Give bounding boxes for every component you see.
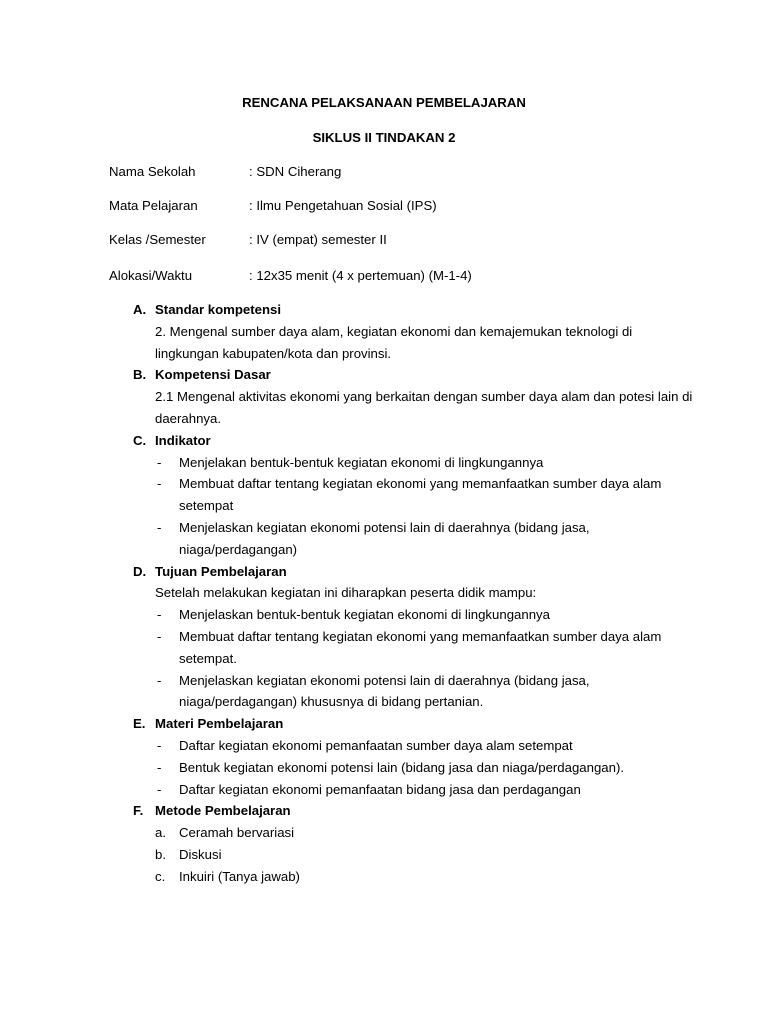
info-value: : IV (empat) semester II	[249, 232, 387, 247]
section-title: Kompetensi Dasar	[155, 367, 271, 383]
list-item-text: Daftar kegiatan ekonomi pemanfaatan bidang jasa dan perdagangan	[179, 781, 581, 797]
info-label: Alokasi/Waktu	[109, 268, 193, 283]
list-item	[133, 626, 693, 670]
list-marker: b.	[155, 846, 166, 862]
list-item	[133, 822, 693, 844]
section-letter: A.	[133, 302, 147, 317]
list-item	[133, 735, 693, 757]
section-heading-b	[133, 364, 693, 386]
info-label: Kelas /Semester	[109, 232, 206, 247]
bullet-dash: -	[157, 737, 162, 753]
list-item-text: Membuat daftar tentang kegiatan ekonomi yang memanfaatkan sumber daya alam setempat	[179, 476, 662, 514]
section-title: Materi Pembelajaran	[155, 716, 284, 732]
list-item	[133, 779, 693, 801]
section-title: Tujuan Pembelajaran	[155, 563, 287, 579]
sections-list	[133, 299, 693, 888]
info-label: Nama Sekolah	[109, 164, 196, 179]
list-item-text: Inkuiri (Tanya jawab)	[179, 868, 300, 884]
bullet-dash: -	[157, 781, 162, 797]
section-heading-f	[133, 800, 693, 822]
list-marker: c.	[155, 868, 166, 884]
section-heading-d	[133, 561, 693, 583]
document-subtitle: SIKLUS II TINDAKAN 2	[312, 130, 456, 145]
section-letter: D.	[133, 563, 147, 579]
section-letter: E.	[133, 716, 146, 732]
info-value: : SDN Ciherang	[249, 164, 342, 179]
list-item-text: Menjelaskan kegiatan ekonomi potensi lain di daerahnya (bidang jasa, niaga/perdagangan) khususnya di bidang pertanian.	[179, 672, 590, 710]
bullet-dash: -	[157, 759, 162, 775]
document-title: RENCANA PELAKSANAAN PEMBELAJARAN	[242, 95, 526, 110]
section-heading-e	[133, 713, 693, 735]
info-label: Mata Pelajaran	[109, 198, 198, 213]
list-item-text: Ceramah bervariasi	[179, 825, 295, 841]
list-item	[133, 670, 693, 714]
list-item-text: Daftar kegiatan ekonomi pemanfaatan sumber daya alam setempat	[179, 737, 573, 753]
list-marker: a.	[155, 825, 166, 841]
list-item-text: Menjelakan bentuk-bentuk kegiatan ekonomi di lingkungannya	[179, 454, 544, 470]
section-text: 2. Mengenal sumber daya alam, kegiatan ekonomi dan kemajemukan teknologi di lingkungan kabupaten/kota dan provinsi.	[155, 323, 633, 361]
section-title: Metode Pembelajaran	[155, 803, 291, 819]
section-title: Standar kompetensi	[155, 302, 282, 317]
list-item	[133, 473, 693, 517]
bullet-dash: -	[157, 672, 162, 688]
section-heading-c	[133, 430, 693, 452]
list-item	[133, 866, 693, 888]
list-item	[133, 844, 693, 866]
bullet-dash: -	[157, 476, 162, 492]
list-item	[133, 517, 693, 561]
list-item-text: Membuat daftar tentang kegiatan ekonomi yang memanfaatkan sumber daya alam setempat.	[179, 628, 662, 666]
section-letter: B.	[133, 367, 147, 383]
list-item	[133, 604, 693, 626]
section-heading-a	[133, 299, 693, 321]
bullet-dash: -	[157, 454, 162, 470]
info-value: : Ilmu Pengetahuan Sosial (IPS)	[249, 198, 437, 213]
list-item-text: Menjelaskan bentuk-bentuk kegiatan ekonomi di lingkungannya	[179, 607, 550, 623]
list-item-text: Bentuk kegiatan ekonomi potensi lain (bidang jasa dan niaga/perdagangan).	[179, 759, 625, 775]
section-intro: Setelah melakukan kegiatan ini diharapkan peserta didik mampu:	[155, 585, 537, 601]
section-title: Indikator	[155, 432, 211, 448]
bullet-dash: -	[157, 519, 162, 535]
list-item-text: Menjelaskan kegiatan ekonomi potensi lain di daerahnya (bidang jasa, niaga/perdagangan)	[179, 519, 590, 557]
section-letter: C.	[133, 432, 147, 448]
bullet-dash: -	[157, 607, 162, 623]
section-text: 2.1 Mengenal aktivitas ekonomi yang berkaitan dengan sumber daya alam dan potesi lain di daerahnya.	[155, 389, 693, 426]
section-letter: F.	[133, 803, 144, 819]
bullet-dash: -	[157, 628, 162, 644]
list-item	[133, 757, 693, 779]
list-item	[133, 452, 693, 474]
list-item-text: Diskusi	[179, 846, 222, 862]
info-value: : 12x35 menit (4 x pertemuan) (M-1-4)	[249, 268, 472, 283]
